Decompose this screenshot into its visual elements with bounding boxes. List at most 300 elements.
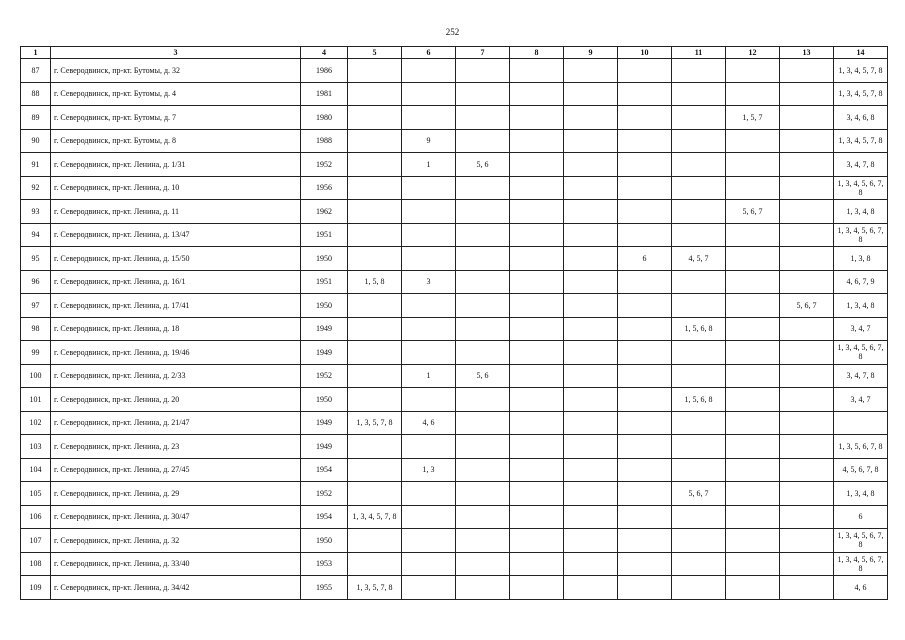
value-cell — [456, 388, 510, 412]
value-cell: 1, 5, 6, 8 — [672, 317, 726, 341]
table-row — [21, 270, 888, 294]
value-cell — [402, 200, 456, 224]
value-cell — [726, 223, 780, 247]
value-cell — [348, 82, 402, 106]
value-cell — [726, 482, 780, 506]
value-cell — [564, 552, 618, 576]
year-cell: 1988 — [301, 129, 348, 153]
value-cell — [726, 435, 780, 459]
value-cell — [348, 223, 402, 247]
table-row — [21, 129, 888, 153]
value-cell — [456, 270, 510, 294]
value-cell — [672, 576, 726, 600]
value-cell — [402, 435, 456, 459]
table-row — [21, 529, 888, 553]
address-cell: г. Северодвинск, пр-кт. Ленина, д. 21/47 — [51, 411, 301, 435]
column-header-4: 4 — [301, 47, 348, 59]
value-cell — [456, 458, 510, 482]
value-cell — [618, 82, 672, 106]
value-cell — [780, 317, 834, 341]
value-cell — [402, 106, 456, 130]
value-cell — [402, 59, 456, 83]
row-number-cell: 90 — [21, 129, 51, 153]
year-cell: 1949 — [301, 411, 348, 435]
year-cell: 1949 — [301, 435, 348, 459]
value-cell — [564, 176, 618, 200]
table-row — [21, 106, 888, 130]
value-cell — [564, 153, 618, 177]
value-cell — [510, 247, 564, 271]
value-cell: 3, 4, 7 — [834, 388, 888, 412]
value-cell — [618, 153, 672, 177]
row-number-cell: 87 — [21, 59, 51, 83]
value-cell — [726, 364, 780, 388]
value-cell — [618, 482, 672, 506]
value-cell — [564, 270, 618, 294]
value-cell — [510, 482, 564, 506]
row-number-cell: 96 — [21, 270, 51, 294]
table-row — [21, 200, 888, 224]
year-cell: 1980 — [301, 106, 348, 130]
value-cell — [672, 176, 726, 200]
value-cell — [780, 411, 834, 435]
table-row — [21, 388, 888, 412]
address-cell: г. Северодвинск, пр-кт. Ленина, д. 15/50 — [51, 247, 301, 271]
value-cell: 5, 6, 7 — [780, 294, 834, 318]
year-cell: 1950 — [301, 294, 348, 318]
value-cell — [726, 153, 780, 177]
value-cell — [456, 482, 510, 506]
value-cell — [510, 576, 564, 600]
value-cell — [780, 176, 834, 200]
value-cell — [618, 576, 672, 600]
value-cell — [348, 364, 402, 388]
value-cell — [456, 505, 510, 529]
value-cell — [510, 294, 564, 318]
address-cell: г. Северодвинск, пр-кт. Ленина, д. 1/31 — [51, 153, 301, 177]
table-row — [21, 341, 888, 365]
address-cell: г. Северодвинск, пр-кт. Ленина, д. 20 — [51, 388, 301, 412]
value-cell — [402, 317, 456, 341]
value-cell: 1, 3, 5, 7, 8 — [348, 576, 402, 600]
value-cell — [510, 388, 564, 412]
value-cell — [672, 200, 726, 224]
year-cell: 1953 — [301, 552, 348, 576]
value-cell — [672, 505, 726, 529]
row-number-cell: 109 — [21, 576, 51, 600]
value-cell — [402, 576, 456, 600]
value-cell — [726, 294, 780, 318]
value-cell — [726, 176, 780, 200]
value-cell — [672, 106, 726, 130]
value-cell — [456, 341, 510, 365]
column-header-10: 10 — [618, 47, 672, 59]
table-row — [21, 505, 888, 529]
value-cell — [564, 458, 618, 482]
address-cell: г. Северодвинск, пр-кт. Ленина, д. 29 — [51, 482, 301, 506]
value-cell — [780, 223, 834, 247]
row-number-cell: 107 — [21, 529, 51, 553]
year-cell: 1981 — [301, 82, 348, 106]
column-header-6: 6 — [402, 47, 456, 59]
value-cell: 1, 3, 4, 8 — [834, 482, 888, 506]
value-cell — [834, 411, 888, 435]
value-cell — [510, 341, 564, 365]
value-cell: 3, 4, 7, 8 — [834, 364, 888, 388]
value-cell — [564, 82, 618, 106]
value-cell — [402, 552, 456, 576]
value-cell — [618, 505, 672, 529]
value-cell — [402, 341, 456, 365]
value-cell: 4, 6 — [834, 576, 888, 600]
value-cell — [348, 59, 402, 83]
table-row — [21, 482, 888, 506]
value-cell — [564, 200, 618, 224]
year-cell: 1986 — [301, 59, 348, 83]
row-number-cell: 89 — [21, 106, 51, 130]
table-row — [21, 435, 888, 459]
address-cell: г. Северодвинск, пр-кт. Ленина, д. 13/47 — [51, 223, 301, 247]
value-cell — [780, 435, 834, 459]
value-cell — [726, 317, 780, 341]
value-cell — [348, 176, 402, 200]
value-cell — [780, 341, 834, 365]
value-cell: 1, 3, 5, 6, 7, 8 — [834, 435, 888, 459]
value-cell — [780, 106, 834, 130]
value-cell: 1, 5, 7 — [726, 106, 780, 130]
column-header-9: 9 — [564, 47, 618, 59]
value-cell — [456, 411, 510, 435]
value-cell — [780, 270, 834, 294]
value-cell — [618, 223, 672, 247]
register-table — [20, 46, 888, 600]
column-header-7: 7 — [456, 47, 510, 59]
value-cell — [348, 435, 402, 459]
column-header-12: 12 — [726, 47, 780, 59]
column-header-5: 5 — [348, 47, 402, 59]
value-cell — [510, 364, 564, 388]
value-cell — [672, 82, 726, 106]
value-cell — [456, 247, 510, 271]
row-number-cell: 94 — [21, 223, 51, 247]
table-row — [21, 223, 888, 247]
row-number-cell: 99 — [21, 341, 51, 365]
value-cell: 1, 3, 4, 5, 6, 7, 8 — [834, 552, 888, 576]
value-cell — [780, 82, 834, 106]
year-cell: 1950 — [301, 529, 348, 553]
value-cell: 1, 3, 8 — [834, 247, 888, 271]
page-number: 252 — [445, 27, 460, 37]
value-cell — [780, 505, 834, 529]
value-cell: 1, 3, 4, 5, 6, 7, 8 — [834, 176, 888, 200]
value-cell: 1, 5, 6, 8 — [672, 388, 726, 412]
value-cell — [726, 411, 780, 435]
value-cell: 1, 3, 4, 5, 6, 7, 8 — [834, 223, 888, 247]
value-cell — [726, 59, 780, 83]
year-cell: 1954 — [301, 505, 348, 529]
year-cell: 1949 — [301, 317, 348, 341]
value-cell — [780, 59, 834, 83]
address-cell: г. Северодвинск, пр-кт. Ленина, д. 11 — [51, 200, 301, 224]
value-cell: 4, 5, 7 — [672, 247, 726, 271]
table-row — [21, 317, 888, 341]
value-cell — [618, 294, 672, 318]
value-cell — [564, 576, 618, 600]
value-cell — [672, 129, 726, 153]
value-cell — [780, 482, 834, 506]
value-cell — [726, 552, 780, 576]
address-cell: г. Северодвинск, пр-кт. Ленина, д. 19/46 — [51, 341, 301, 365]
value-cell — [564, 223, 618, 247]
address-cell: г. Северодвинск, пр-кт. Бутомы, д. 4 — [51, 82, 301, 106]
table-row — [21, 82, 888, 106]
value-cell — [456, 106, 510, 130]
value-cell — [348, 153, 402, 177]
value-cell — [456, 576, 510, 600]
value-cell: 4, 6 — [402, 411, 456, 435]
value-cell — [726, 129, 780, 153]
value-cell: 3, 4, 7 — [834, 317, 888, 341]
value-cell — [456, 176, 510, 200]
row-number-cell: 102 — [21, 411, 51, 435]
value-cell — [564, 341, 618, 365]
value-cell: 5, 6, 7 — [672, 482, 726, 506]
value-cell — [348, 529, 402, 553]
address-cell: г. Северодвинск, пр-кт. Ленина, д. 18 — [51, 317, 301, 341]
value-cell — [510, 317, 564, 341]
value-cell: 4, 5, 6, 7, 8 — [834, 458, 888, 482]
value-cell — [780, 247, 834, 271]
value-cell — [510, 59, 564, 83]
value-cell: 1, 5, 8 — [348, 270, 402, 294]
value-cell — [348, 247, 402, 271]
value-cell — [672, 364, 726, 388]
value-cell — [402, 82, 456, 106]
value-cell: 1, 3 — [402, 458, 456, 482]
address-cell: г. Северодвинск, пр-кт. Ленина, д. 2/33 — [51, 364, 301, 388]
value-cell — [726, 576, 780, 600]
value-cell: 5, 6 — [456, 153, 510, 177]
address-cell: г. Северодвинск, пр-кт. Ленина, д. 16/1 — [51, 270, 301, 294]
value-cell — [672, 223, 726, 247]
value-cell — [402, 505, 456, 529]
value-cell — [510, 223, 564, 247]
value-cell — [564, 388, 618, 412]
value-cell — [510, 505, 564, 529]
value-cell: 3 — [402, 270, 456, 294]
value-cell — [510, 176, 564, 200]
value-cell — [564, 364, 618, 388]
year-cell: 1956 — [301, 176, 348, 200]
value-cell — [780, 576, 834, 600]
table-row — [21, 153, 888, 177]
value-cell: 1, 3, 4, 5, 7, 8 — [834, 59, 888, 83]
address-cell: г. Северодвинск, пр-кт. Ленина, д. 17/41 — [51, 294, 301, 318]
value-cell — [510, 200, 564, 224]
value-cell — [564, 505, 618, 529]
value-cell — [780, 552, 834, 576]
value-cell — [510, 106, 564, 130]
value-cell — [780, 529, 834, 553]
value-cell: 9 — [402, 129, 456, 153]
address-cell: г. Северодвинск, пр-кт. Ленина, д. 33/40 — [51, 552, 301, 576]
value-cell — [510, 529, 564, 553]
value-cell — [726, 388, 780, 412]
value-cell — [618, 364, 672, 388]
year-cell: 1952 — [301, 364, 348, 388]
value-cell — [456, 435, 510, 459]
address-cell: г. Северодвинск, пр-кт. Бутомы, д. 7 — [51, 106, 301, 130]
value-cell — [456, 294, 510, 318]
value-cell — [564, 317, 618, 341]
value-cell: 5, 6 — [456, 364, 510, 388]
value-cell — [618, 176, 672, 200]
value-cell — [672, 411, 726, 435]
row-number-cell: 95 — [21, 247, 51, 271]
value-cell — [672, 552, 726, 576]
value-cell — [348, 294, 402, 318]
value-cell: 6 — [618, 247, 672, 271]
table-body — [21, 59, 888, 600]
value-cell — [402, 294, 456, 318]
value-cell — [618, 388, 672, 412]
value-cell — [456, 317, 510, 341]
value-cell: 1, 3, 4, 5, 7, 8 — [834, 82, 888, 106]
table-row — [21, 176, 888, 200]
value-cell: 1, 3, 5, 7, 8 — [348, 411, 402, 435]
value-cell: 4, 6, 7, 9 — [834, 270, 888, 294]
value-cell — [348, 106, 402, 130]
value-cell — [672, 153, 726, 177]
value-cell — [780, 458, 834, 482]
value-cell: 6 — [834, 505, 888, 529]
value-cell — [564, 411, 618, 435]
table-row — [21, 576, 888, 600]
value-cell — [672, 59, 726, 83]
value-cell — [672, 458, 726, 482]
value-cell — [618, 458, 672, 482]
value-cell — [510, 552, 564, 576]
value-cell — [618, 270, 672, 294]
address-cell: г. Северодвинск, пр-кт. Ленина, д. 30/47 — [51, 505, 301, 529]
value-cell — [726, 82, 780, 106]
year-cell: 1962 — [301, 200, 348, 224]
value-cell: 1, 3, 4, 5, 6, 7, 8 — [834, 529, 888, 553]
table-row — [21, 247, 888, 271]
address-cell: г. Северодвинск, пр-кт. Ленина, д. 27/45 — [51, 458, 301, 482]
value-cell — [348, 317, 402, 341]
value-cell — [348, 482, 402, 506]
value-cell — [726, 458, 780, 482]
address-cell: г. Северодвинск, пр-кт. Бутомы, д. 8 — [51, 129, 301, 153]
table-row — [21, 364, 888, 388]
value-cell — [456, 59, 510, 83]
value-cell — [348, 388, 402, 412]
value-cell — [510, 129, 564, 153]
value-cell — [564, 247, 618, 271]
year-cell: 1949 — [301, 341, 348, 365]
value-cell: 1 — [402, 153, 456, 177]
year-cell: 1952 — [301, 482, 348, 506]
value-cell — [402, 176, 456, 200]
value-cell — [510, 435, 564, 459]
column-header-1: 1 — [21, 47, 51, 59]
value-cell — [672, 435, 726, 459]
value-cell — [402, 482, 456, 506]
row-number-cell: 108 — [21, 552, 51, 576]
value-cell — [564, 435, 618, 459]
value-cell — [348, 341, 402, 365]
row-number-cell: 91 — [21, 153, 51, 177]
row-number-cell: 101 — [21, 388, 51, 412]
address-cell: г. Северодвинск, пр-кт. Ленина, д. 32 — [51, 529, 301, 553]
value-cell — [618, 552, 672, 576]
value-cell — [618, 529, 672, 553]
value-cell — [726, 270, 780, 294]
value-cell — [456, 552, 510, 576]
year-cell: 1950 — [301, 247, 348, 271]
value-cell — [618, 106, 672, 130]
value-cell — [618, 341, 672, 365]
table-row — [21, 458, 888, 482]
value-cell — [780, 129, 834, 153]
value-cell — [348, 458, 402, 482]
column-header-3: 3 — [51, 47, 301, 59]
table-row — [21, 294, 888, 318]
table-row — [21, 552, 888, 576]
row-number-cell: 105 — [21, 482, 51, 506]
value-cell — [672, 294, 726, 318]
row-number-cell: 97 — [21, 294, 51, 318]
value-cell — [672, 529, 726, 553]
value-cell: 1, 3, 4, 8 — [834, 294, 888, 318]
column-header-13: 13 — [780, 47, 834, 59]
value-cell — [456, 129, 510, 153]
value-cell: 1, 3, 4, 5, 6, 7, 8 — [834, 341, 888, 365]
value-cell: 1, 3, 4, 5, 7, 8 — [834, 129, 888, 153]
value-cell — [726, 247, 780, 271]
value-cell — [564, 529, 618, 553]
address-cell: г. Северодвинск, пр-кт. Бутомы, д. 32 — [51, 59, 301, 83]
year-cell: 1952 — [301, 153, 348, 177]
value-cell: 3, 4, 6, 8 — [834, 106, 888, 130]
year-cell: 1951 — [301, 270, 348, 294]
value-cell — [564, 129, 618, 153]
value-cell — [780, 153, 834, 177]
value-cell — [618, 200, 672, 224]
column-header-14: 14 — [834, 47, 888, 59]
table-header-row — [21, 47, 888, 59]
row-number-cell: 104 — [21, 458, 51, 482]
year-cell: 1955 — [301, 576, 348, 600]
value-cell — [402, 223, 456, 247]
row-number-cell: 93 — [21, 200, 51, 224]
year-cell: 1954 — [301, 458, 348, 482]
column-header-11: 11 — [672, 47, 726, 59]
value-cell — [456, 200, 510, 224]
value-cell — [402, 529, 456, 553]
value-cell — [348, 129, 402, 153]
value-cell — [510, 411, 564, 435]
value-cell — [348, 552, 402, 576]
row-number-cell: 100 — [21, 364, 51, 388]
value-cell — [456, 223, 510, 247]
value-cell — [672, 270, 726, 294]
row-number-cell: 98 — [21, 317, 51, 341]
address-cell: г. Северодвинск, пр-кт. Ленина, д. 23 — [51, 435, 301, 459]
value-cell: 1 — [402, 364, 456, 388]
value-cell — [780, 388, 834, 412]
